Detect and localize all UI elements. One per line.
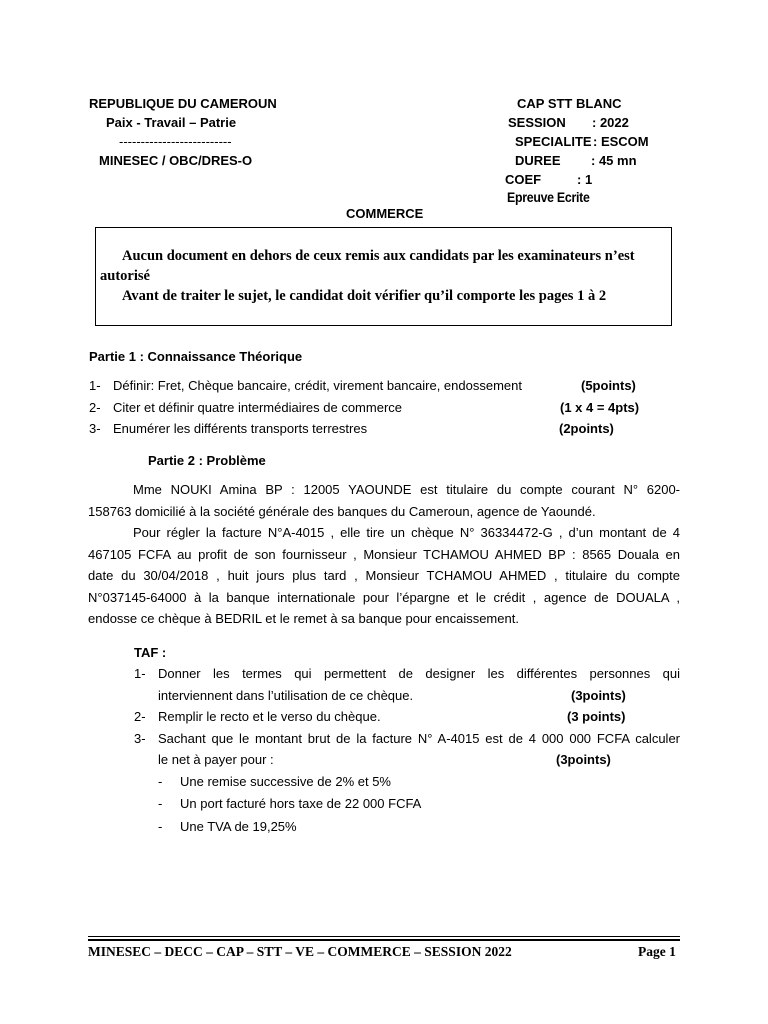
session-value: : 2022 bbox=[592, 115, 629, 130]
coef-value: : 1 bbox=[577, 172, 593, 187]
header-left-block bbox=[89, 94, 289, 170]
national-motto: Paix - Travail – Patrie bbox=[106, 115, 237, 130]
page-number: Page 1 bbox=[638, 944, 676, 959]
taf-text: Donner les termes qui permettent de designer les différentes personnes qui bbox=[158, 666, 680, 681]
question-number: 2- bbox=[89, 400, 101, 415]
paragraph-line: Pour régler la facture N°A-4015 , elle tire un chèque N° 36334472-G , d’un montant de 4 bbox=[133, 525, 680, 540]
question-number: 1- bbox=[89, 378, 101, 393]
exam-title: CAP STT BLANC bbox=[517, 96, 622, 111]
footer-rule-thick bbox=[88, 939, 680, 941]
footer-rule bbox=[88, 936, 680, 937]
ministry-name: MINESEC / OBC/DRES-O bbox=[99, 153, 253, 168]
header-separator: -------------------------- bbox=[119, 134, 232, 149]
bullet-dash: - bbox=[158, 796, 163, 811]
subject-title: COMMERCE bbox=[346, 206, 424, 221]
taf-text-continued: interviennent dans l’utilisation de ce chèque. bbox=[158, 688, 414, 703]
specialite-label: SPECIALITE bbox=[515, 134, 592, 149]
question-text: Définir: Fret, Chèque bancaire, crédit, virement bancaire, endossement bbox=[113, 378, 522, 393]
partie1-title: Partie 1 : Connaissance Théorique bbox=[89, 349, 303, 364]
footer-text: MINESEC – DECC – CAP – STT – VE – COMMERCE – SESSION 2022 bbox=[88, 944, 512, 959]
duree-label: DUREE bbox=[515, 153, 561, 168]
paragraph-line: 467105 FCFA au profit de son fournisseur , Monsieur TCHAMOU AHMED BP : 8565 Douala en bbox=[88, 546, 680, 562]
taf-number: 1- bbox=[134, 666, 146, 681]
notice-line-1: Aucun document en dehors de ceux remis aux candidats par les examinateurs n’est bbox=[122, 248, 635, 264]
header-right-block bbox=[505, 94, 705, 208]
question-number: 3- bbox=[89, 421, 101, 436]
taf-number: 2- bbox=[134, 709, 146, 724]
question-points: (2points) bbox=[559, 421, 614, 436]
problem-paragraph-2 bbox=[88, 522, 680, 630]
paragraph-line: endosse ce chèque à BEDRIL et le remet à sa banque pour encaissement. bbox=[88, 611, 519, 626]
paragraph-line: N°037145-64000 à la banque internationale pour l’épargne et le crédit , agence de DOUALA , bbox=[88, 589, 680, 605]
taf-text-continued: le net à payer pour : bbox=[158, 752, 274, 767]
notice-line-3: Avant de traiter le sujet, le candidat doit vérifier qu’il comporte les pages 1 à 2 bbox=[122, 288, 607, 304]
country-name: REPUBLIQUE DU CAMEROUN bbox=[89, 96, 277, 111]
session-label: SESSION bbox=[508, 115, 566, 130]
taf-number: 3- bbox=[134, 731, 146, 746]
notice-box bbox=[95, 227, 672, 326]
taf-points: (3 points) bbox=[567, 709, 626, 724]
question-text: Citer et définir quatre intermédiaires de commerce bbox=[113, 400, 403, 415]
problem-paragraph-1 bbox=[88, 479, 680, 522]
bullet-dash: - bbox=[158, 819, 163, 834]
question-points: (5points) bbox=[581, 378, 636, 393]
taf-text: Sachant que le montant brut de la facture N° A-4015 est de 4 000 000 FCFA calculer bbox=[158, 731, 680, 746]
question-text: Enumérer les différents transports terrestres bbox=[113, 421, 368, 436]
epreuve-label: Epreuve Ecrite bbox=[507, 189, 590, 205]
bullet-item: Une remise successive de 2% et 5% bbox=[180, 774, 391, 789]
coef-label: COEF bbox=[505, 172, 542, 187]
duree-value: : 45 mn bbox=[591, 153, 637, 168]
notice-line-2: autorisé bbox=[100, 268, 150, 284]
taf-points: (3points) bbox=[556, 752, 611, 767]
taf-points: (3points) bbox=[571, 688, 626, 703]
paragraph-line: date du 30/04/2018 , huit jours plus tard , Monsieur TCHAMOU AHMED , titulaire du compte bbox=[88, 568, 680, 583]
paragraph-line: Mme NOUKI Amina BP : 12005 YAOUNDE est titulaire du compte courant N° 6200- bbox=[133, 482, 680, 497]
taf-text: Remplir le recto et le verso du chèque. bbox=[158, 709, 381, 724]
bullet-item: Un port facturé hors taxe de 22 000 FCFA bbox=[180, 796, 422, 811]
bullet-item: Une TVA de 19,25% bbox=[180, 819, 297, 834]
partie2-title: Partie 2 : Problème bbox=[148, 453, 266, 468]
taf-label: TAF : bbox=[134, 645, 167, 660]
specialite-value: : ESCOM bbox=[593, 134, 649, 149]
bullet-dash: - bbox=[158, 774, 163, 789]
paragraph-line: 158763 domicilié à la société générale des banques du Cameroun, agence de Yaoundé. bbox=[88, 503, 596, 519]
question-points: (1 x 4 = 4pts) bbox=[560, 400, 640, 415]
